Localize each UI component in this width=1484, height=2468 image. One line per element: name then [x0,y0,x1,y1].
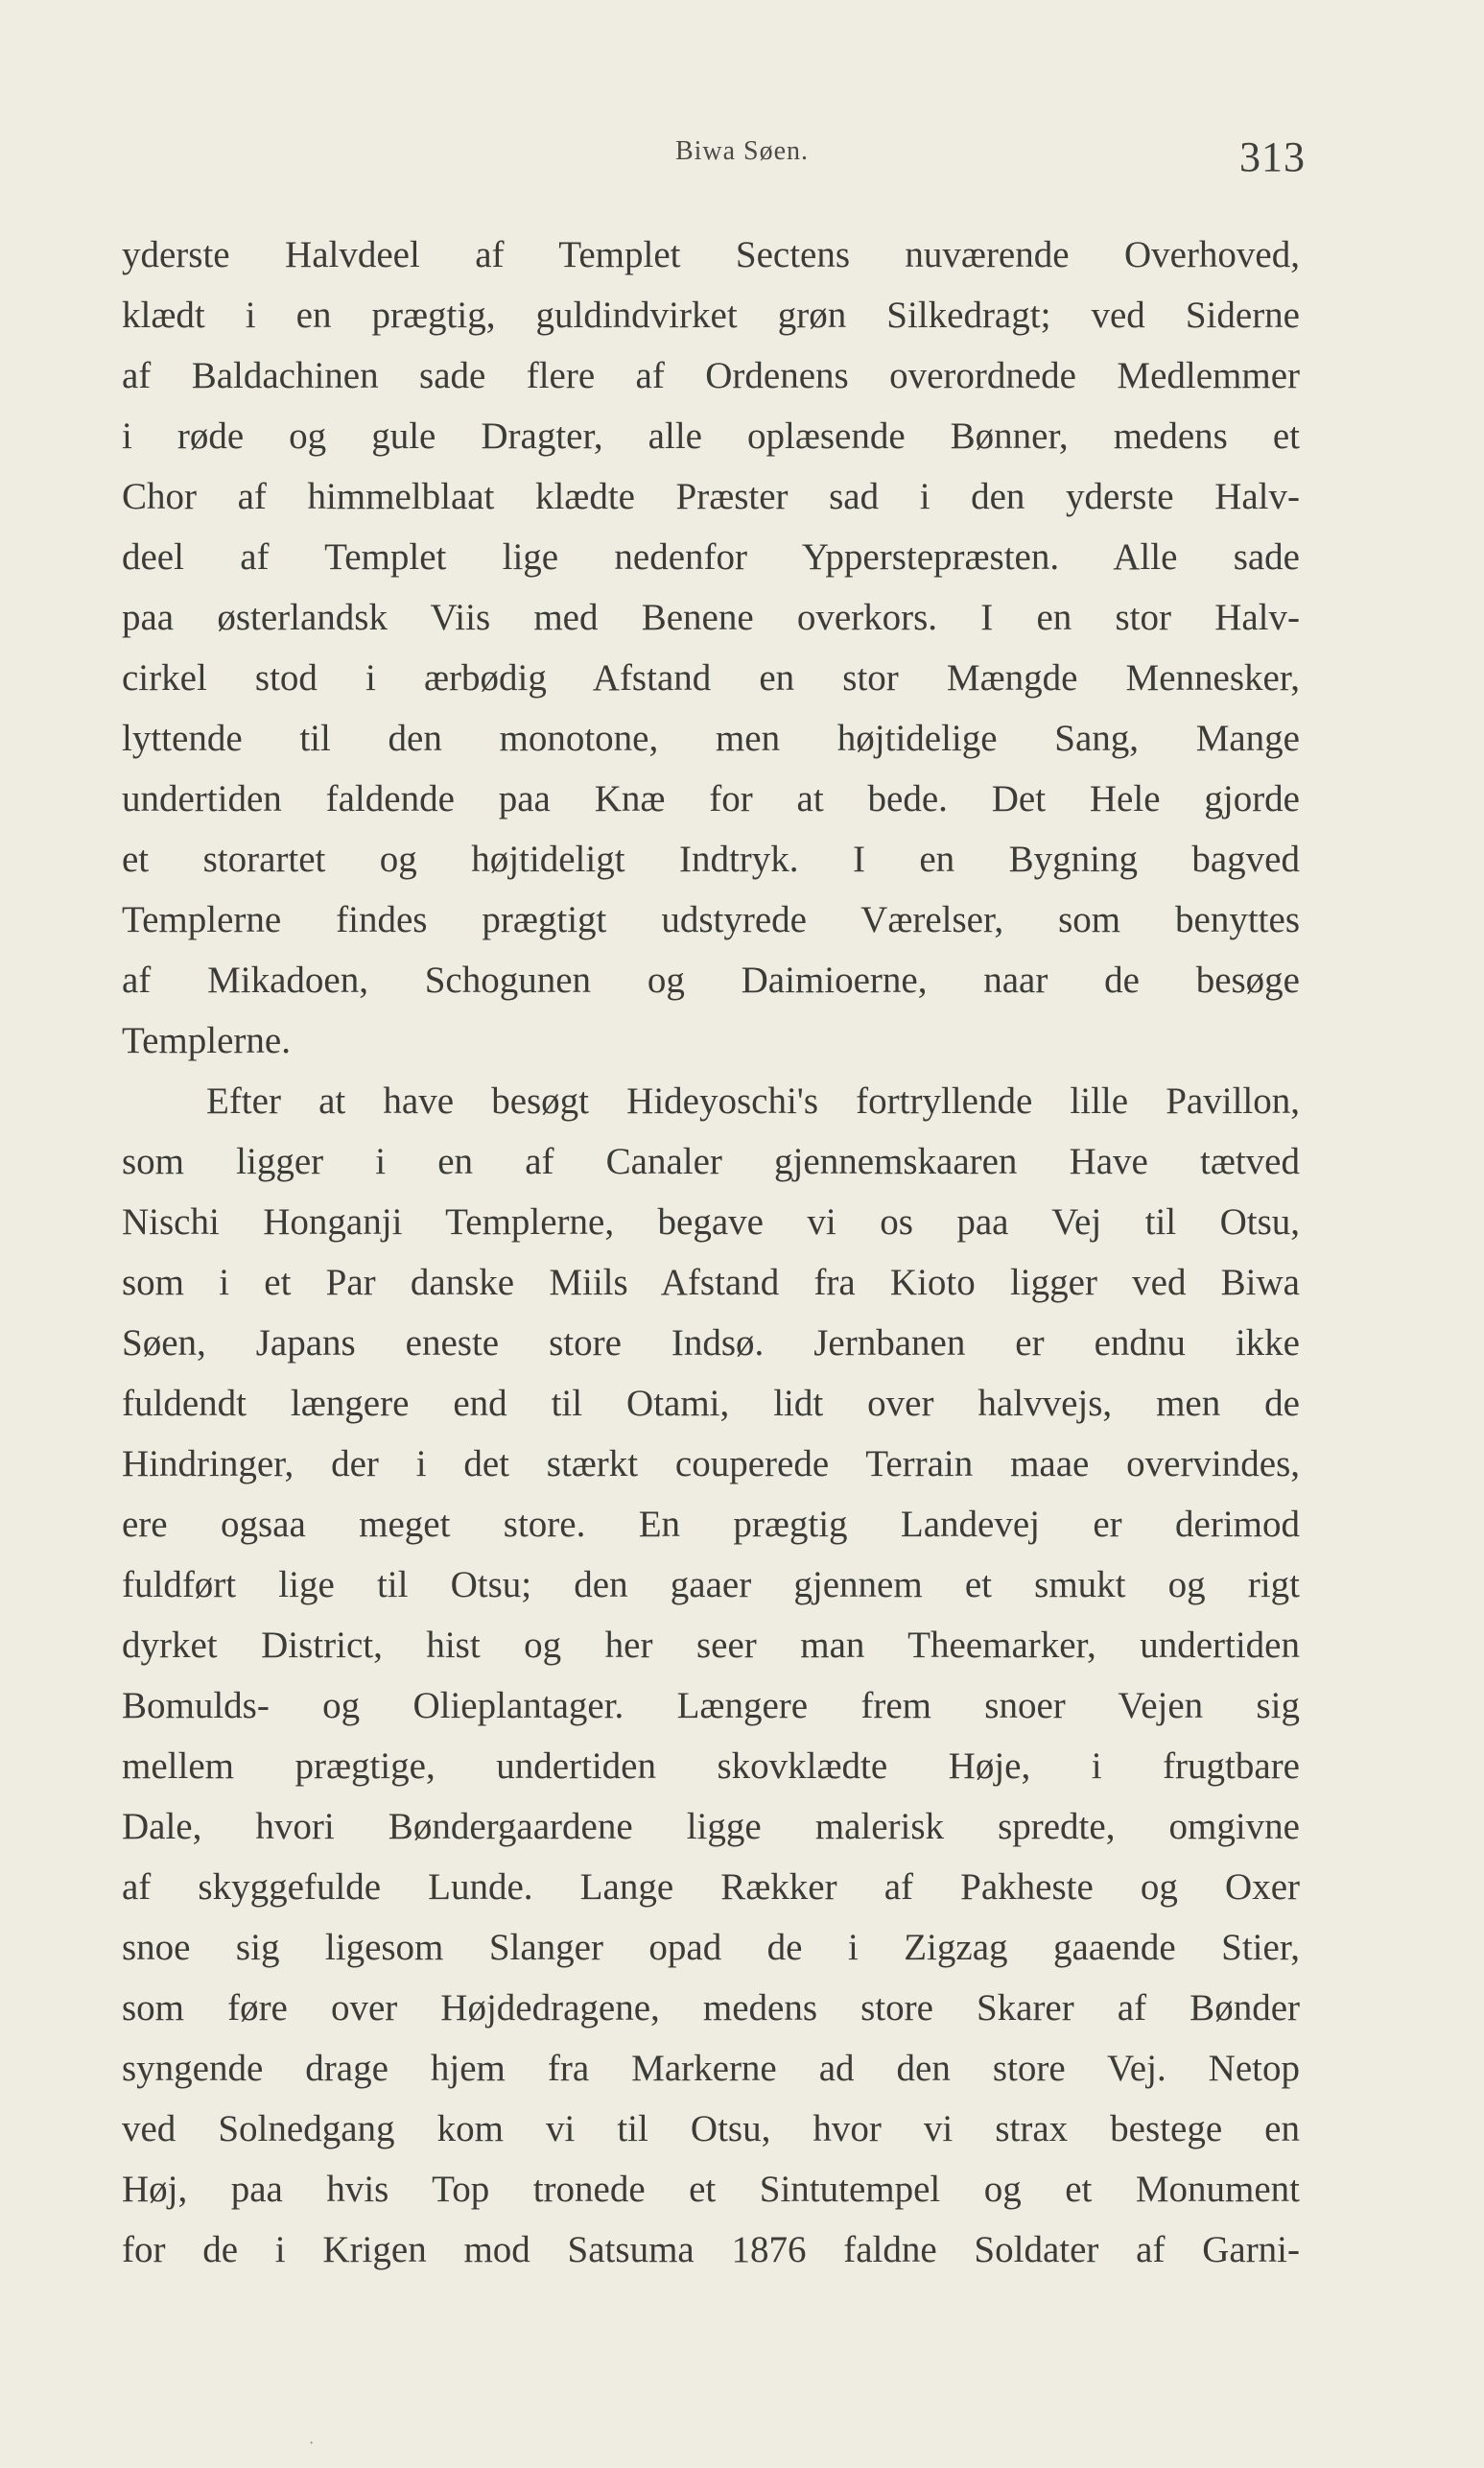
text-line: som ligger i en af Canaler gjennemskaaren Have tætved [122,1141,1300,1182]
text-line: af Baldachinen sade flere af Ordenens overordnede Medlemmer [122,355,1300,396]
text-line: som føre over Højdedragene, medens store Skarer af Bønder [122,1987,1300,2029]
text-line: undertiden faldende paa Knæ for at bede. Det Hele gjorde [122,778,1300,819]
text-line: for de i Krigen mod Satsuma 1876 faldne Soldater af Garni- [122,2229,1300,2270]
page-number: 313 [1239,133,1306,180]
text-line: af skyggefulde Lunde. Lange Rækker af Pakheste og Oxer [122,1866,1300,1908]
text-line: lyttende til den monotone, men højtidelige Sang, Mange [122,718,1300,759]
text-line: Bomulds- og Olieplantager. Længere frem snoer Vejen sig [122,1685,1300,1726]
text-line: Høj, paa hvis Top tronede et Sintutempel og et Monument [122,2169,1300,2210]
text-line: cirkel stod i ærbødig Afstand en stor Mængde Mennesker, [122,657,1300,699]
text-line: i røde og gule Dragter, alle oplæsende Bønner, medens et [122,415,1300,457]
text-line: snoe sig ligesom Slanger opad de i Zigzag gaaende Stier, [122,1927,1300,1968]
text-line: deel af Templet lige nedenfor Ypperstepræsten. Alle sade [122,536,1300,578]
text-line: Chor af himmelblaat klædte Præster sad i den yderste Halv- [122,476,1300,517]
text-line: Søen, Japans eneste store Indsø. Jernbanen er endnu ikke [122,1322,1300,1364]
text-line: af Mikadoen, Schogunen og Daimioerne, naar de besøge [122,960,1300,1001]
paragraph-start-line: Efter at have besøgt Hideyoschi's fortryllende lille Pavillon, [206,1080,1300,1122]
text-line: Nischi Honganji Templerne, begave vi os paa Vej til Otsu, [122,1201,1300,1243]
text-line: et storartet og højtideligt Indtryk. I en Bygning bagved [122,839,1300,880]
text-line: syngende drage hjem fra Markerne ad den store Vej. Netop [122,2048,1300,2089]
text-line: Hindringer, der i det stærkt couperede Terrain maae overvindes, [122,1443,1300,1484]
text-line: som i et Par danske Miils Afstand fra Kioto ligger ved Biwa [122,1262,1300,1303]
text-line: ere ogsaa meget store. En prægtig Landevej er derimod [122,1504,1300,1545]
text-line: dyrket District, hist og her seer man Theemarker, undertiden [122,1625,1300,1666]
text-line: yderste Halvdeel af Templet Sectens nuværende Overhoved, [122,234,1300,275]
paper-speck: · [309,2435,315,2452]
running-title: Biwa Søen. [674,136,810,166]
text-line: mellem prægtige, undertiden skovklædte Høje, i frugtbare [122,1745,1300,1787]
text-line: fuldført lige til Otsu; den gaaer gjennem et smukt og rigt [122,1564,1300,1605]
paragraph-end-line: Templerne. [122,1020,291,1061]
text-line: fuldendt længere end til Otami, lidt over halvvejs, men de [122,1383,1300,1424]
text-line: klædt i en prægtig, guldindvirket grøn Silkedragt; ved Siderne [122,295,1300,336]
text-line: ved Solnedgang kom vi til Otsu, hvor vi strax bestege en [122,2108,1300,2149]
text-line: Templerne findes prægtigt udstyrede Værelser, som benyttes [122,899,1300,940]
text-line: paa østerlandsk Viis med Benene overkors. I en stor Halv- [122,597,1300,638]
body-text [122,225,1300,2280]
text-line: Dale, hvori Bøndergaardene ligge malerisk spredte, omgivne [122,1806,1300,1847]
